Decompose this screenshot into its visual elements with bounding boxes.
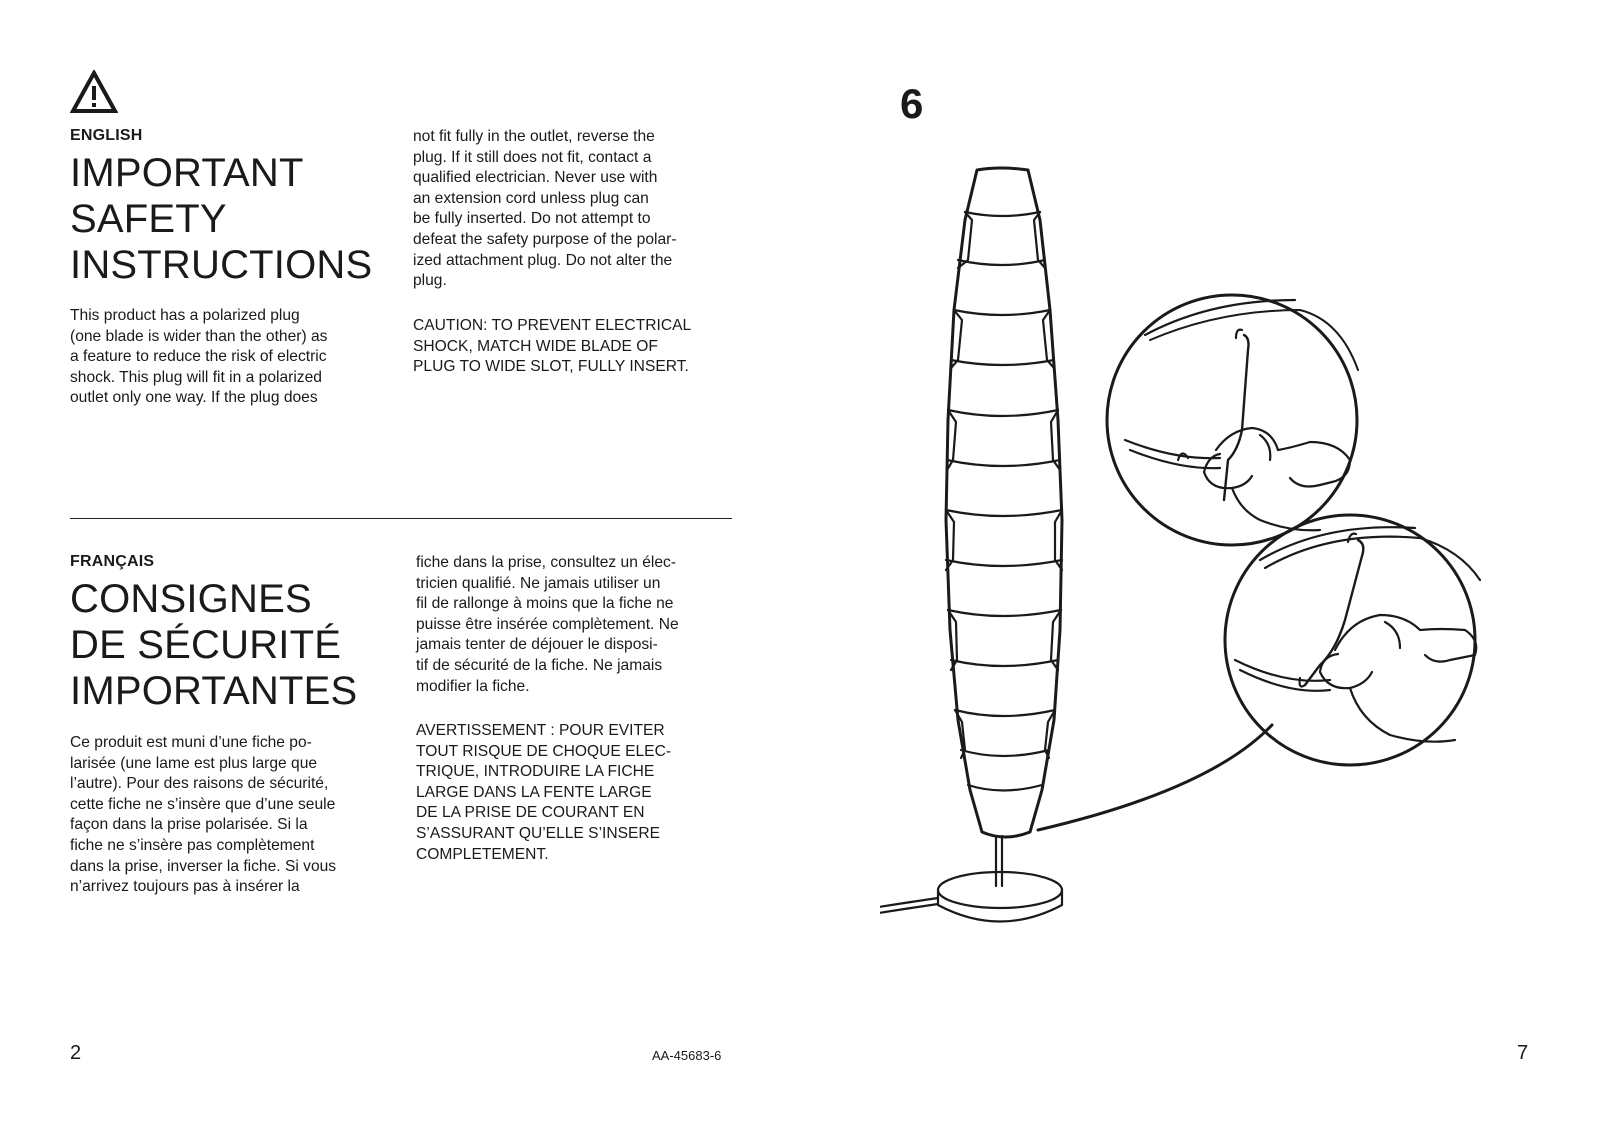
french-body-col2: fiche dans la prise, consultez un élec- tricien qualifié. Ne jamais utiliser un fil de rallonge à moins que la fiche ne puisse être insérée complètement. Ne jamais tenter de déjouer le disposi- tif de sécurité de la fiche. Ne jamais modifier la fiche. (416, 554, 679, 695)
detail-circle-top (1107, 295, 1358, 545)
lamp-shade (946, 168, 1062, 837)
english-language-label: ENGLISH (70, 127, 143, 144)
english-title: IMPORTANT SAFETY INSTRUCTIONS (70, 151, 373, 287)
french-title: CONSIGNES DE SÉCURITÉ IMPORTANTES (70, 577, 358, 713)
right-page-number: 7 (1517, 1042, 1529, 1064)
french-language-label: FRANÇAIS (70, 553, 155, 570)
english-body-col2: not fit fully in the outlet, reverse the plug. If it still does not fit, contact a qualified electrician. Never use with an extension cord unless plug can be fully inserted. Do not attempt to defeat the safety purpose of the polar- ized attachment plug. Do not alter the plug. (413, 128, 677, 290)
detail-circle-bottom (1038, 515, 1480, 830)
english-caution: CAUTION: TO PREVENT ELECTRICAL SHOCK, MATCH WIDE BLADE OF PLUG TO WIDE SLOT, FULLY INSERT. (413, 317, 692, 376)
step-number: 6 (900, 80, 924, 127)
section-divider (70, 518, 732, 519)
french-caution: AVERTISSEMENT : POUR EVITER TOUT RISQUE DE CHOQUE ELEC- TRIQUE, INTRODUIRE LA FICHE LARGE DANS LA FENTE LARGE DE LA PRISE DE COURANT EN S’ASSURANT QU’ELLE S’INSERE COMPLETEMENT. (416, 722, 672, 863)
warning-triangle-icon (70, 70, 118, 114)
left-page-number: 2 (70, 1042, 82, 1064)
lamp-assembly-illustration (880, 160, 1600, 950)
english-body-col1: This product has a polarized plug (one blade is wider than the other) as a feature to reduce the risk of electric shock. This plug will fit in a polarized outlet only one way. If the plug does (70, 307, 328, 407)
lamp-base (880, 836, 1062, 922)
document-code: AA-45683-6 (652, 1048, 722, 1063)
french-body-col1: Ce produit est muni d’une fiche po- larisée (une lame est plus large que l’autre). Pour des raisons de sécurité, cette fiche ne s’insère que d’une seule façon dans la prise polarisée. Si la fiche ne s’insère pas complètement dans la prise, inverser la fiche. Si vous n’arrivez toujours pas à insérer la (70, 734, 337, 896)
